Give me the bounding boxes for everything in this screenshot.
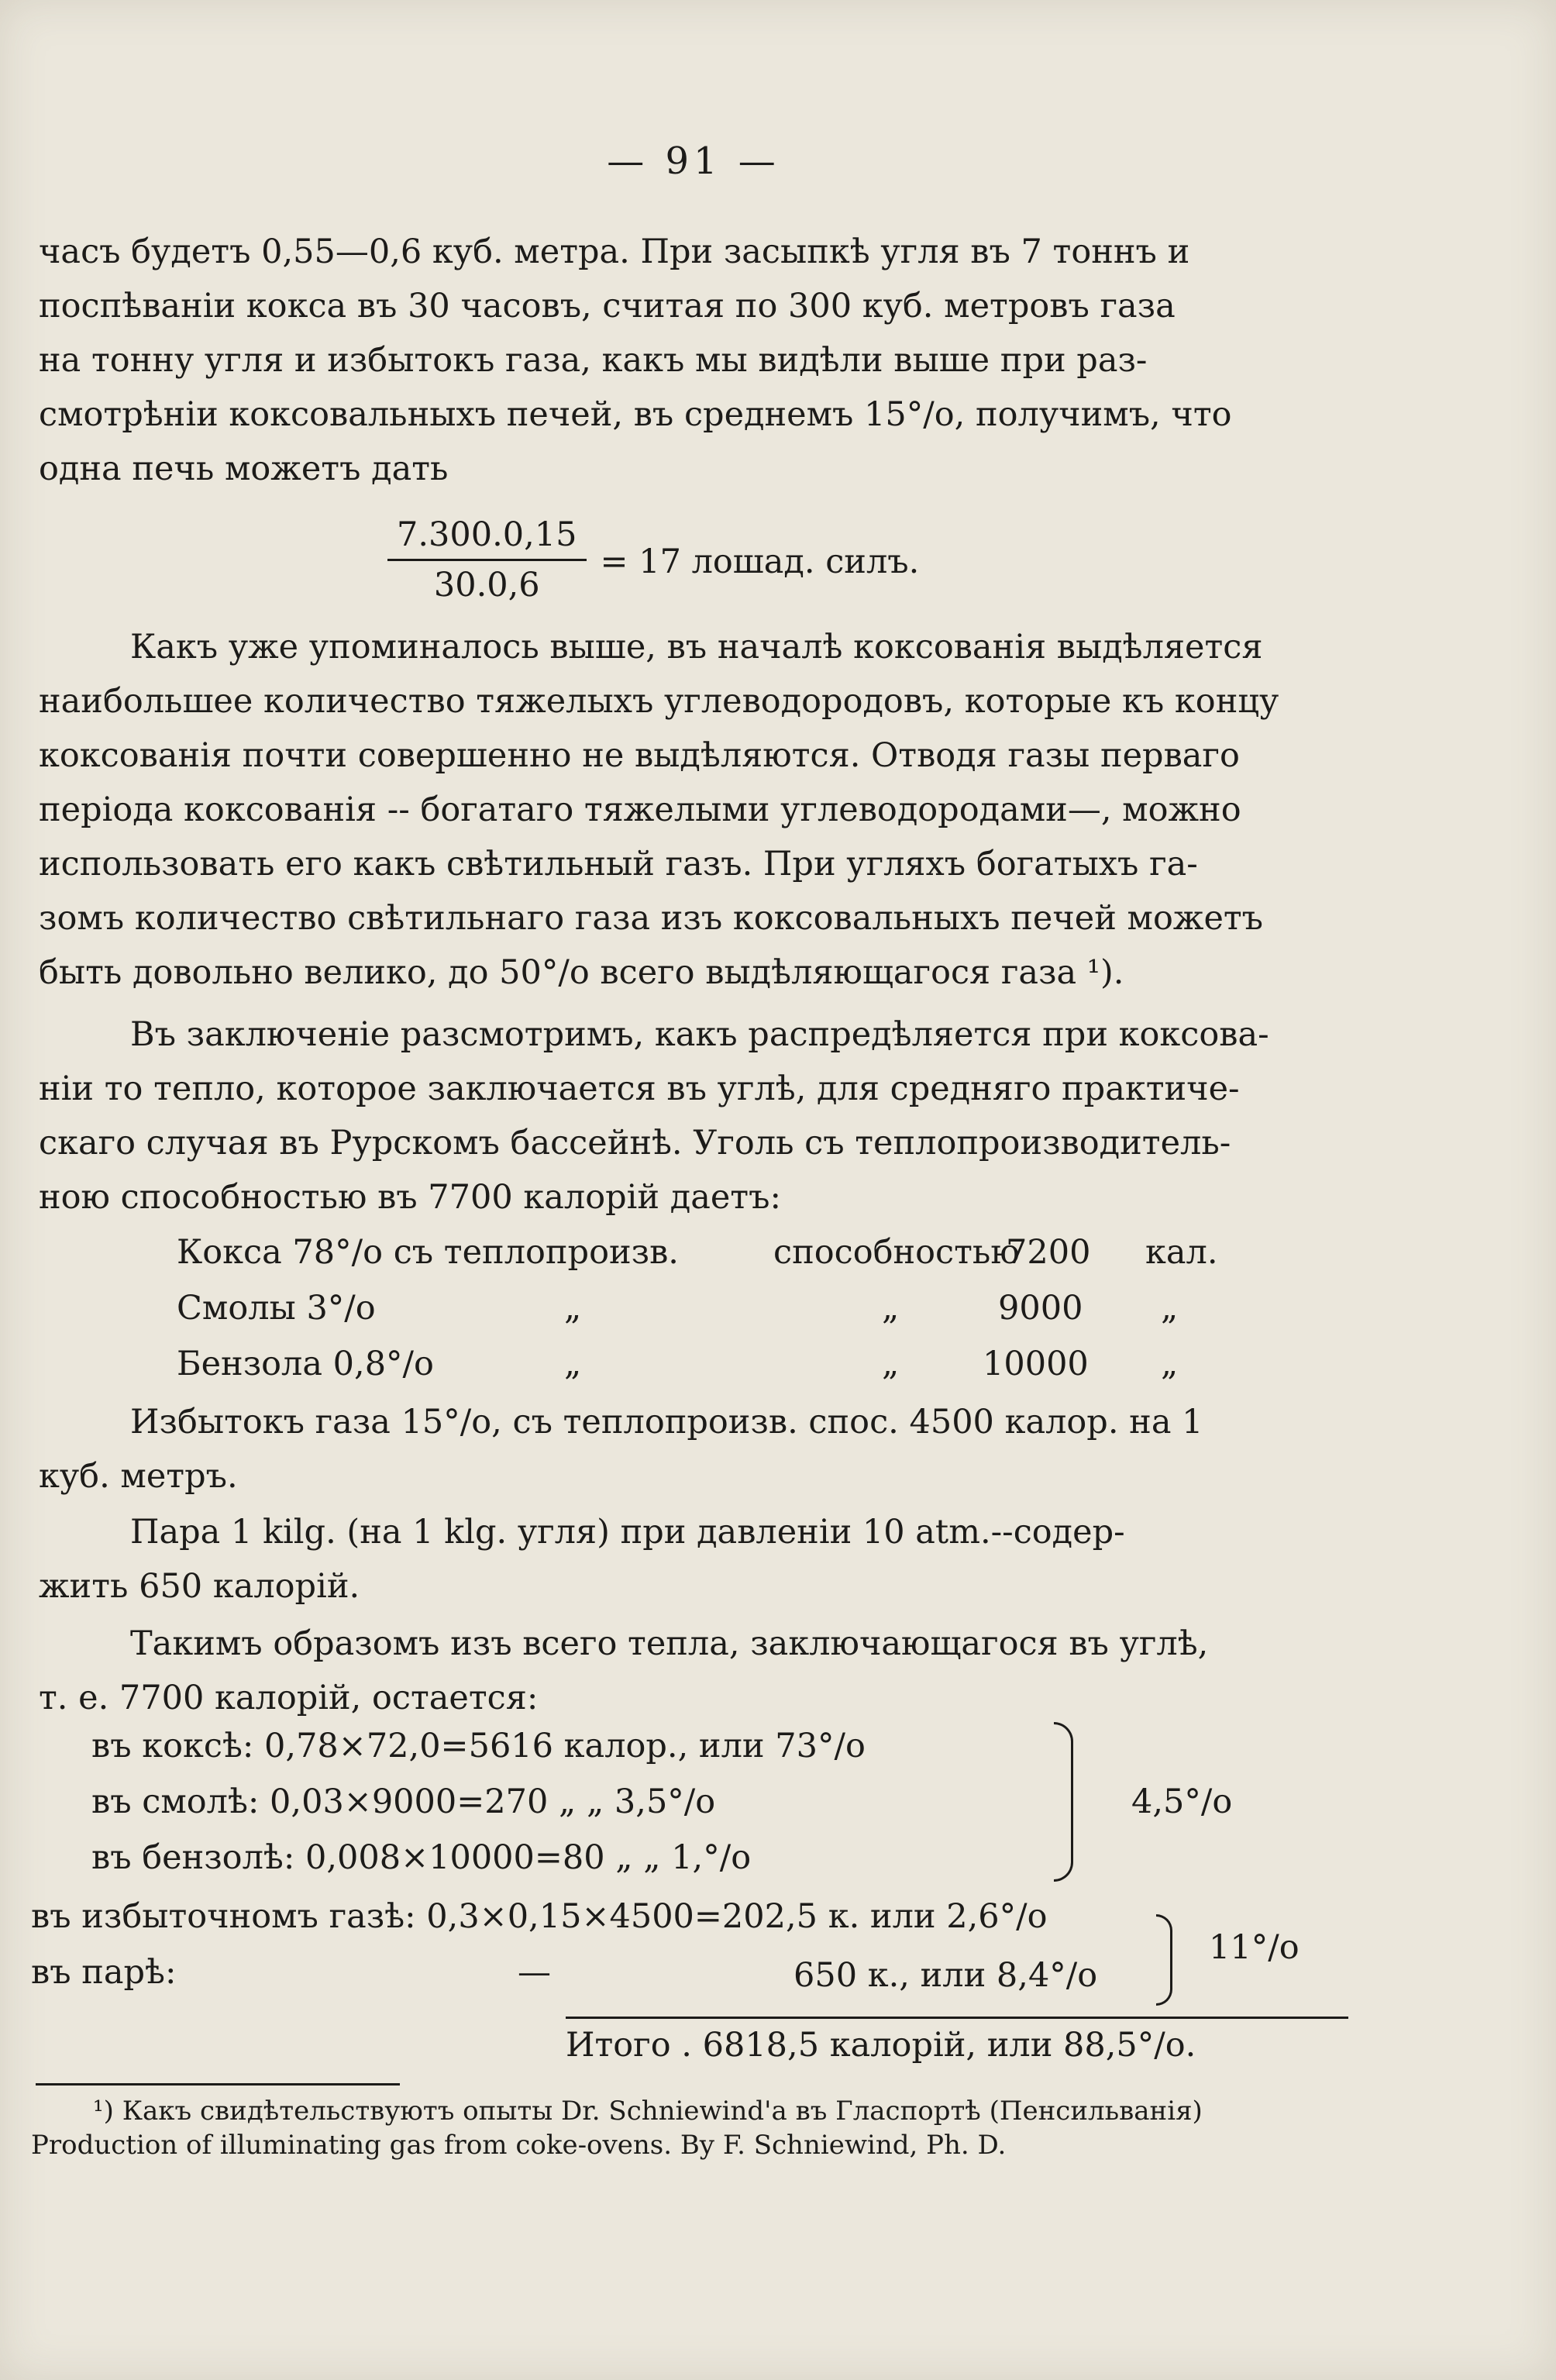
formula-numerator: 7.300.0,15	[387, 515, 587, 561]
group-total: 11°/о	[1209, 1928, 1300, 1967]
text-line: поспѣваніи кокса въ 30 часовъ, считая по 300 куб. метровъ газа	[39, 287, 1176, 325]
table-row	[177, 1280, 1218, 1336]
text-line: зомъ количество свѣтильнаго газа изъ коксовальныхъ печей можетъ	[39, 899, 1264, 938]
paragraph-1	[39, 225, 1348, 496]
product-label: Бензола 0,8°/о	[177, 1345, 434, 1383]
footnote-rule	[36, 2083, 400, 2086]
paragraph-6	[39, 1617, 1348, 1725]
paragraph-5	[39, 1505, 1348, 1614]
group-total: 4,5°/о	[1131, 1782, 1233, 1821]
text-line: Избытокъ газа 15°/о, съ теплопроизв. спос. 4500 калор. на 1	[130, 1403, 1203, 1441]
formula-result: = 17 лошад. силъ.	[600, 542, 920, 581]
heat-calc-row: въ коксѣ: 0,78×72,0=5616 калор., или 73°/о	[91, 1727, 866, 1765]
total-line: Итого . 6818,5 калорій, или 88,5°/о.	[566, 2026, 1196, 2065]
steam-dash: —	[518, 1953, 551, 1992]
ditto-mark: „	[882, 1289, 900, 1328]
ditto-mark: „	[564, 1345, 582, 1383]
products-table	[177, 1224, 1218, 1392]
formula-denominator: 30.0,6	[433, 566, 540, 604]
text-line: быть довольно велико, до 50°/о всего выдѣляющагося газа ¹).	[39, 953, 1124, 992]
group-brace	[1054, 1722, 1073, 1882]
group-brace	[1156, 1914, 1172, 2006]
product-value: 10000	[983, 1345, 1089, 1383]
paragraph-3	[39, 1007, 1348, 1224]
footnote	[31, 2094, 1364, 2162]
heat-calc-row: въ избыточномъ газѣ: 0,3×0,15×4500=202,5 к. или 2,6°/о	[31, 1897, 1048, 1936]
product-label: Кокса 78°/о съ теплопроизв.	[177, 1233, 679, 1272]
text-line: т. е. 7700 калорій, остается:	[39, 1679, 539, 1717]
page-number: — 91 —	[607, 139, 780, 183]
text-line: скаго случая въ Рурскомъ бассейнѣ. Уголь съ теплопроизводитель-	[39, 1124, 1231, 1162]
ditto-mark: „	[1161, 1289, 1179, 1328]
ditto-mark: „	[1161, 1345, 1179, 1383]
table-row	[177, 1336, 1218, 1392]
total-rule	[566, 2017, 1348, 2019]
ditto-mark: „	[564, 1289, 582, 1328]
text-line: смотрѣніи коксовальныхъ печей, въ среднемъ 15°/о, получимъ, что	[39, 395, 1232, 434]
heat-calc-row: въ парѣ:	[31, 1953, 177, 1992]
footnote-line: Production of illuminating gas from coke-ovens. By F. Schniewind, Ph. D.	[31, 2130, 1007, 2161]
text-line: наибольшее количество тяжелыхъ углеводородовъ, которые къ концу	[39, 682, 1279, 721]
product-col: способностью	[773, 1233, 1020, 1272]
ditto-mark: „	[882, 1345, 900, 1383]
text-line: Въ заключеніе разсмотримъ, какъ распредѣляется при коксова-	[130, 1015, 1269, 1054]
text-line: использовать его какъ свѣтильный газъ. При угляхъ богатыхъ га-	[39, 845, 1198, 883]
paragraph-4	[39, 1395, 1348, 1503]
product-label: Смолы 3°/о	[177, 1289, 376, 1328]
text-line: Пара 1 kilg. (на 1 klg. угля) при давленіи 10 atm.--содер-	[130, 1513, 1125, 1552]
text-line: коксованія почти совершенно не выдѣляются. Отводя газы перваго	[39, 736, 1240, 775]
text-line: ною способностью въ 7700 калорій даетъ:	[39, 1178, 781, 1217]
heat-calc-row: въ бензолѣ: 0,008×10000=80 „ „ 1,°/о	[91, 1838, 752, 1877]
text-line: жить 650 калорій.	[39, 1567, 360, 1606]
text-line: часъ будетъ 0,55—0,6 куб. метра. При засыпкѣ угля въ 7 тоннъ и	[39, 232, 1190, 271]
table-row	[177, 1224, 1218, 1280]
product-value: 7200	[1006, 1233, 1091, 1272]
text-line: Какъ уже упоминалось выше, въ началѣ коксованія выдѣляется	[130, 628, 1263, 666]
text-line: ніи то тепло, которое заключается въ углѣ, для средняго практиче-	[39, 1069, 1240, 1108]
product-unit: кал.	[1145, 1233, 1218, 1272]
text-line: на тонну угля и избытокъ газа, какъ мы видѣли выше при раз-	[39, 341, 1148, 380]
text-line: періода коксованія -- богатаго тяжелыми углеводородами—, можно	[39, 790, 1241, 829]
paragraph-2	[39, 620, 1348, 1000]
text-line: Такимъ образомъ изъ всего тепла, заключающагося въ углѣ,	[130, 1624, 1209, 1663]
footnote-line: ¹) Какъ свидѣтельствуютъ опыты Dr. Schniewind'а въ Гласпортѣ (Пенсильванія)	[93, 2096, 1203, 2127]
product-value: 9000	[998, 1289, 1083, 1328]
text-line: куб. метръ.	[39, 1457, 238, 1496]
horsepower-formula	[387, 515, 919, 604]
text-line: одна печь можетъ дать	[39, 449, 449, 488]
formula-fraction	[387, 515, 587, 604]
steam-value: 650 к., или 8,4°/о	[793, 1956, 1098, 1995]
heat-calc-row: въ смолѣ: 0,03×9000=270 „ „ 3,5°/о	[91, 1782, 716, 1821]
